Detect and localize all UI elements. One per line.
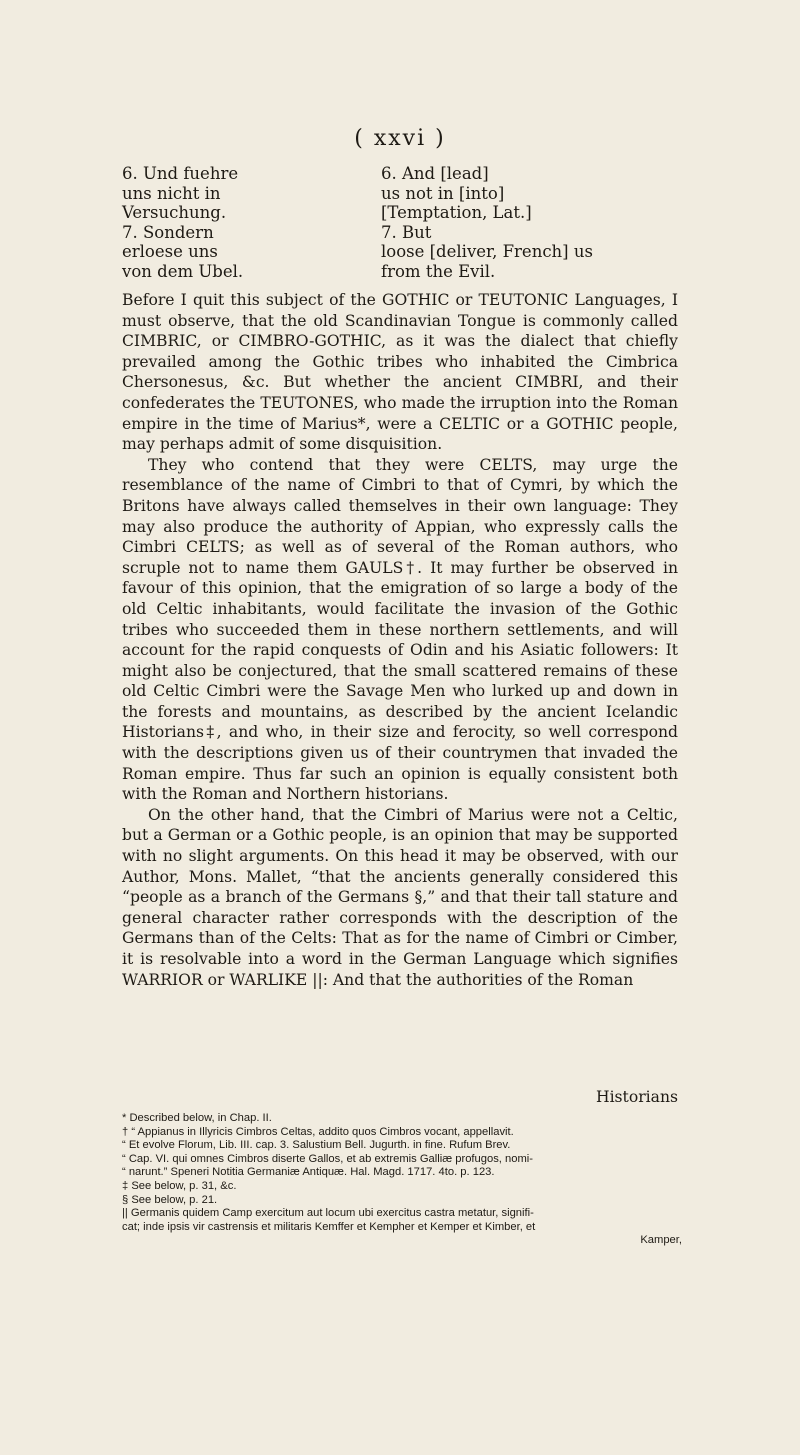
german-line: 7. Sondern — [122, 222, 214, 242]
footnote-line: § See below, p. 21. — [122, 1193, 218, 1206]
footnote-line: cat; inde ipsis vir castrensis et militaris Kemffer et Kempher et Kemper et Kimber, et — [122, 1220, 536, 1233]
english-line: loose [deliver, French] us — [381, 242, 593, 261]
english-line: 6. And [lead] — [381, 164, 489, 183]
footnote-line: “ Et evolve Florum, Lib. III. cap. 3. Salustium Bell. Jugurth. in fine. Rufum Brev. — [122, 1139, 511, 1152]
english-line: 7. But — [381, 222, 432, 242]
footnote-line: * Described below, in Chap. II. — [122, 1112, 272, 1124]
german-prayer-column — [122, 164, 322, 281]
footnote-line: ‡ See below, p. 31, &c. — [122, 1179, 237, 1192]
footnote-line: “ narunt.” Speneri Notitia Germaniæ Antiquæ. Hal. Magd. 1717. 4to. p. 123. — [122, 1166, 495, 1179]
english-line: from the Evil. — [381, 261, 496, 281]
german-line: 6. Und fuehre — [122, 164, 239, 183]
german-line: erloese uns — [122, 242, 218, 261]
footnote-line: || Germanis quidem Camp exercitum aut locum ubi exercitus castra metatur, signifi- — [122, 1207, 534, 1220]
page-number: ( xxvi ) — [354, 126, 446, 151]
paragraph: On the other hand, that the Cimbri of Marius were not a Celtic, but a German or a Gothic people, is an opinion that may be supported with no slight arguments. On this head it may be observed, with our Author, Mons. Mallet, “that the ancients generally considered this “people as a branch of the Germans §,” and that their tall stature and general character rather corresponds with the description of the Germans than of the Celts: That as for the name of Cimbri or Cimber, it is resolvable into a word in the German Language which signifies WARRIOR or WARLIKE ||: And that the authorities of the Roman — [122, 805, 678, 989]
english-line: us not in [into] — [381, 183, 505, 203]
german-line: Versuchung. — [122, 203, 227, 222]
english-line: [Temptation, Lat.] — [381, 203, 532, 222]
german-line: uns nicht in — [122, 183, 221, 203]
paragraph: Before I quit this subject of the GOTHIC or TEUTONIC Languages, I must observe, that the old Scandinavian Tongue is commonly called CIMBRIC, or CIMBRO-GOTHIC, as it was the dialect that chiefly prevailed among the Gothic tribes who inhabited the Cimbrica Chersonesus, &c. But whether the ancient CIMBRI, and their confederates the TEUTONES, who made the irruption into the Roman empire in the time of Marius*, were a CELTIC or a GOTHIC people, may perhaps admit of some disquisition. — [122, 291, 678, 454]
catchword: Historians — [595, 1088, 678, 1106]
english-gloss-column — [381, 164, 661, 281]
german-line: von dem Ubel. — [122, 261, 244, 281]
footnote-line: † “ Appianus in Illyricis Cimbros Celtas, addito quos Cimbros vocant, appellavit. — [122, 1125, 514, 1138]
footnote-line: Kamper, — [640, 1234, 682, 1247]
footnotes — [122, 1112, 682, 1248]
main-text — [122, 290, 678, 990]
footnote-line: “ Cap. VI. qui omnes Cimbros diserte Gallos, et ab extremis Galliæ profugos, nomi- — [122, 1152, 533, 1165]
paragraph: They who contend that they were CELTS, may urge the resemblance of the name of Cimbri to that of Cymri, by which the Britons have always called themselves in their own language: They may also produce the authority of Appian, who expressly calls the Cimbri CELTS; as well as of several of the Roman authors, who scruple not to name them GAULS†. It may further be observed in favour of this opinion, that the emigration of so large a body of the old Celtic inhabitants, would facilitate the invasion of the Gothic tribes who succeeded them in these northern settlements, and will account for the rapid conquests of Odin and his Asiatic followers: It might also be conjectured, that the small scattered remains of these old Celtic Cimbri were the Savage Men who lurked up and down in the forests and mountains, as described by the ancient Icelandic Historians‡, and who, in their size and ferocity, so well correspond with the descriptions given us of their countrymen that invaded the Roman empire. Thus far such an opinion is equally consistent both with the Roman and Northern historians. — [122, 455, 678, 804]
